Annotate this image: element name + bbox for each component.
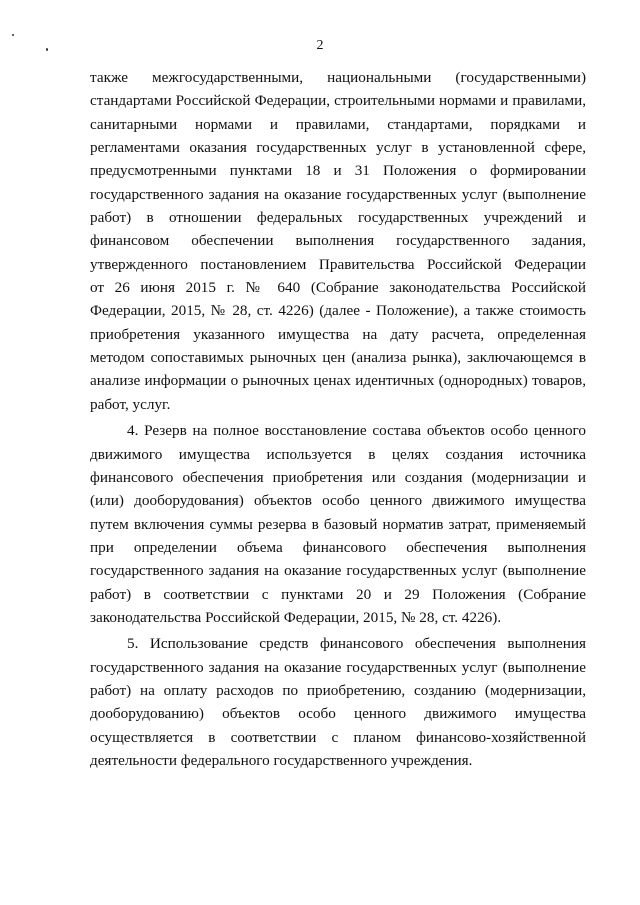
text-line: предусмотренными пунктами 18 и 31 Положения о формировании: [90, 162, 586, 180]
text-line: анализе информации о рыночных ценах идентичных (однородных) товаров,: [90, 372, 586, 390]
text-line: государственного задания на оказание государственных услуг (выполнение: [90, 562, 586, 580]
text-line: приобретения указанного имущества на дату расчета, определенная: [90, 325, 586, 343]
text-line: работ, услуг.: [90, 395, 171, 413]
text-line: стандартами Российской Федерации, строительными нормами и правилами,: [90, 92, 586, 110]
text-line: методом сопоставимых рыночных цен (анализа рынка), заключающемся в: [90, 349, 586, 367]
text-line: работ) в соответствии с пунктами 20 и 29 Положения (Собрание: [90, 585, 586, 603]
document-body: [90, 66, 586, 772]
scan-speck: [12, 34, 14, 36]
text-line: (или) дооборудования) объектов особо ценного движимого имущества: [90, 492, 586, 510]
text-line: Федерации, 2015, № 28, ст. 4226) (далее - Положение), а также стоимость: [90, 302, 586, 320]
paragraph-4-first-line: 4. Резерв на полное восстановление состава объектов особо ценного: [127, 422, 586, 440]
text-line: финансовом обеспечении выполнения государственного задания,: [90, 232, 586, 250]
text-line: законодательства Российской Федерации, 2015, № 28, ст. 4226).: [90, 608, 502, 626]
text-line: работ) в отношении федеральных государственных учреждений и: [90, 209, 586, 227]
text-line: государственного задания на оказание государственных услуг (выполнение: [90, 658, 586, 676]
text-line: санитарными нормами и правилами, стандартами, порядками и: [90, 115, 586, 133]
text-line: движимого имущества используется в целях создания источника: [90, 445, 586, 463]
text-line: финансового обеспечения приобретения или создания (модернизации и: [90, 468, 586, 486]
text-line: также межгосударственными, национальными (государственными): [90, 69, 586, 86]
text-line: деятельности федерального государственного учреждения.: [90, 751, 473, 769]
text-line: работ) на оплату расходов по приобретению, созданию (модернизации,: [90, 681, 586, 699]
text-line: утвержденного постановлением Правительства Российской Федерации: [90, 255, 586, 273]
text-line: путем включения суммы резерва в базовый норматив затрат, применяемый: [90, 515, 586, 533]
text-line: государственного задания на оказание государственных услуг (выполнение: [90, 185, 586, 203]
text-line: осуществляется в соответствии с планом финансово-хозяйственной: [90, 728, 586, 746]
text-line: регламентами оказания государственных услуг в установленной сфере,: [90, 139, 586, 157]
text-line: от 26 июня 2015 г. № 640 (Собрание законодательства Российской: [90, 279, 586, 297]
text-line: при определении объема финансового обеспечения выполнения: [90, 538, 586, 556]
text-line: дооборудованию) объектов особо ценного движимого имущества: [90, 705, 586, 723]
page-number: 2: [316, 38, 324, 53]
paragraph-5-first-line: 5. Использование средств финансового обеспечения выполнения: [127, 635, 586, 653]
